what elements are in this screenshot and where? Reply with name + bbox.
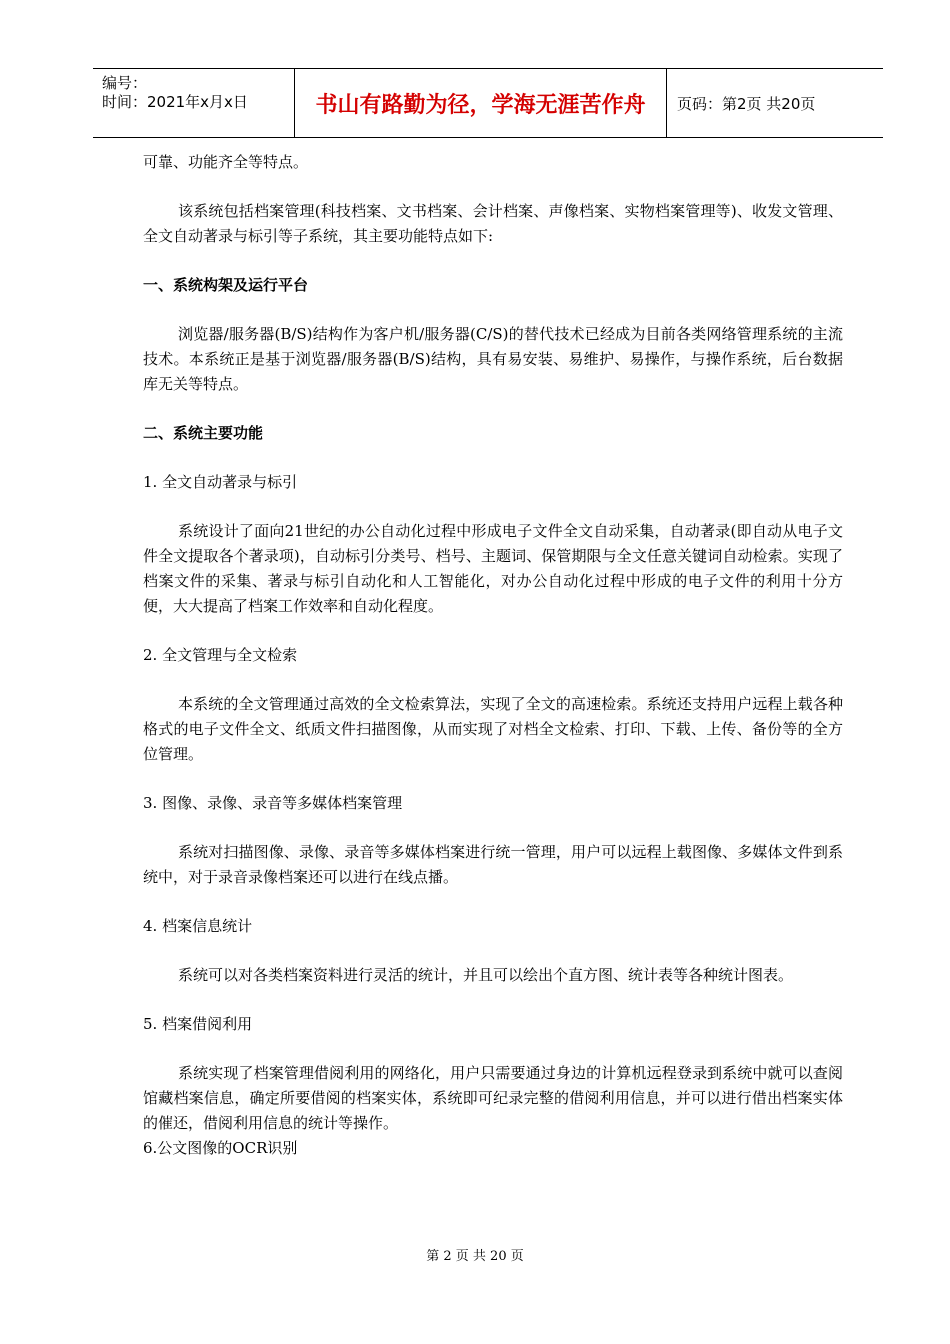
paragraph: 系统实现了档案管理借阅利用的网络化，用户只需要通过身边的计算机远程登录到系统中就可以查阅馆藏档案信息，确定所要借阅的档案实体，系统即可纪录完整的借阅利用信息，并可以进行借出档案实体的催还，借阅利用信息的统计等操作。 [143,1064,843,1132]
subsection-heading: 1. 全文自动著录与标引 [143,473,298,491]
paragraph: 系统可以对各类档案资料进行灵活的统计，并且可以绘出个直方图、统计表等各种统计图表。 [178,966,794,984]
paragraph: 该系统包括档案管理(科技档案、文书档案、会计档案、声像档案、实物档案管理等)、收发文管理、全文自动著录与标引等子系统，其主要功能特点如下: [143,202,843,245]
number-label: 编号： [102,74,148,92]
header-page-info: 页码：第2页 共20页 [677,94,816,113]
subsection-heading: 4. 档案信息统计 [143,917,253,935]
paragraph: 系统设计了面向21世纪的办公自动化过程中形成电子文件全文自动采集，自动著录(即自动从电子文件全文提取各个著录项)，自动标引分类号、档号、主题词、保管期限与全文任意关键词自动检索。实现了档案文件的采集、著录与标引自动化和人工智能化，对办公自动化过程中形成的电子文件的利用十分方便，大大提高了档案工作效率和自动化程度。 [143,522,843,615]
header-motto-cell [295,69,667,137]
paragraph: 可靠、功能齐全等特点。 [143,153,309,171]
page-header [93,68,883,138]
paragraph: 本系统的全文管理通过高效的全文检索算法，实现了全文的高速检索。系统还支持用户远程上载各种格式的电子文件全文、纸质文件扫描图像，从而实现了对档全文检索、打印、下载、上传、备份等的全方位管理。 [143,695,843,763]
document-body [143,150,843,1161]
subsection-heading: 2. 全文管理与全文检索 [143,646,298,664]
section-heading: 二、系统主要功能 [143,424,264,442]
paragraph: 系统对扫描图像、录像、录音等多媒体档案进行统一管理，用户可以远程上载图像、多媒体文件到系统中，对于录音录像档案还可以进行在线点播。 [143,843,843,886]
time-label: 时间：2021年x月x日 [102,93,248,111]
header-meta [93,69,295,137]
motto: 书山有路勤为径，学海无涯苦作舟 [315,92,646,118]
subsection-heading: 6.公文图像的OCR识别 [143,1139,298,1157]
paragraph: 浏览器/服务器(B/S)结构作为客户机/服务器(C/S)的替代技术已经成为目前各类网络管理系统的主流技术。本系统正是基于浏览器/服务器(B/S)结构，具有易安装、易维护、易操作，与操作系统，后台数据库无关等特点。 [143,325,843,393]
section-heading: 一、系统构架及运行平台 [143,276,309,294]
subsection-heading: 3. 图像、录像、录音等多媒体档案管理 [143,794,403,812]
page-footer: 第 2 页 共 20 页 [426,1249,524,1264]
subsection-heading: 5. 档案借阅利用 [143,1015,253,1033]
